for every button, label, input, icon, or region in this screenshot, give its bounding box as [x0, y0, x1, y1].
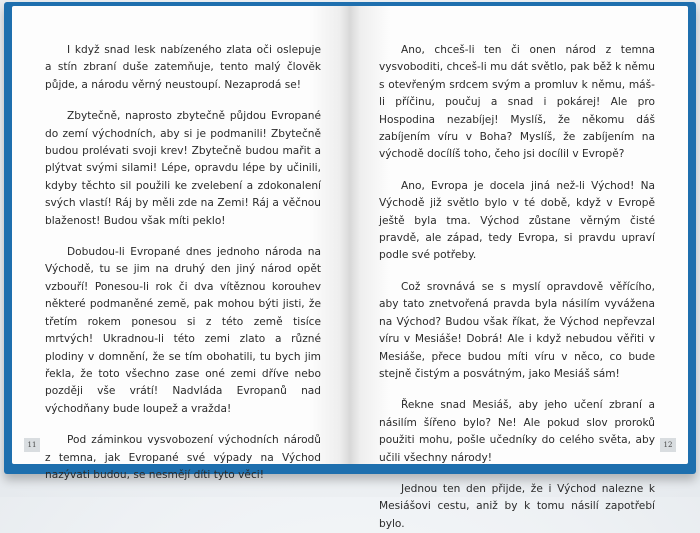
- paragraph: I když snad lesk nabízeného zlata oči oslepuje a stín zbraní duše zatemňuje, tento malý človĕk půjde, a národu věrný neustoupí. Nezaprodá se!: [45, 44, 321, 91]
- paragraph: Dobudou-li Evropané dnes jednoho národa na Východě, tu se jim na druhý den jiný národ opět vzbouří! Ponesou-li rok či dva vítěznou korouhev některé podmaněné zemĕ, pak mohou býti jisti, že třetím rokem ponesou si z této země tisíce mrtvých! Ukradnou-li této zemi zlato a různé plodiny v domnění, že se tím obohatili, tu bych jim řekla, že toto všechno zase oné zemi dříve nebo později vše vrátí! Nadvláda Evropanů nad východňany bude loupež a vražda!: [45, 246, 321, 415]
- paragraph: Zbytečně, naprosto zbytečně půjdou Evropané do zemí východních, aby si je podmanili! Zbytečně budou prolévati svoji krev! Zbytečně budou mařit a plýtvat svými silami! Lépe, opravdu lépe by učinili, kdyby těchto sil použili ke zvelebení a zdokonalení svých vlastí! Ráj by měli zde na Zemi! Ráj a věčnou blaženost! Budou však míti peklo!: [45, 110, 321, 227]
- paragraph: Řekne snad Mesiáš, aby jeho učení zbraní a násilím šířeno bylo? Ne! Ale pokud slov proroků použiti mohu, pošle učedníky do celého světa, aby učili všechny národy!: [379, 399, 655, 464]
- page-number: 12: [660, 438, 676, 452]
- page-number: 11: [24, 438, 40, 452]
- paragraph: Pod záminkou vysvobození východních národů z temna, jak Evropané své výpady na Východ nazývati budou, se nesmějí díti tyto věci!: [45, 434, 321, 481]
- left-page: [12, 6, 350, 481]
- paragraph: Což srovnává se s myslí opravdově věřícího, aby tato znetvořená pravda byla násilím vyvážena na Východ? Budou však říkat, že Východ nepřevzal víru v Mesiáše! Dobrá! Ale i když nebudou věřiti v Mesiáše, přece budou míti víru v něco, co bude stejně čistým a posvátným, jako Mesiáš sám!: [379, 280, 655, 380]
- paragraph: Jednou ten den přijde, že i Východ nalezne k Mesiášovi cestu, aniž by k tomu násilí zapotřebí bylo.: [379, 482, 655, 530]
- paragraph: Ano, chceš-li ten či onen národ z temna vysvoboditi, chceš-li mu dát světlo, pak běž k němu s otevřeným srdcem svým a promluv k němu, máš-li příčinu, poučuj a snad i pokárej! Ale pro Hospodina nezabíjej! Myslíš, že někomu dáš zabíjením víru v Boha? Myslíš, že zabíjením na východě docílíš toho, čeho jsi docílil v Evropě?: [379, 44, 655, 161]
- book-cover: [4, 2, 696, 530]
- right-page: [350, 6, 688, 530]
- paragraph: Ano, Evropa je docela jiná než-li Východ! Na Východě již světlo bylo v té době, když v Evropě ještě byla tma. Východ zůstane věrným čisté pravdě, ale západ, tedy Evropa, si pravdu upraví podle své potřeby.: [379, 179, 655, 262]
